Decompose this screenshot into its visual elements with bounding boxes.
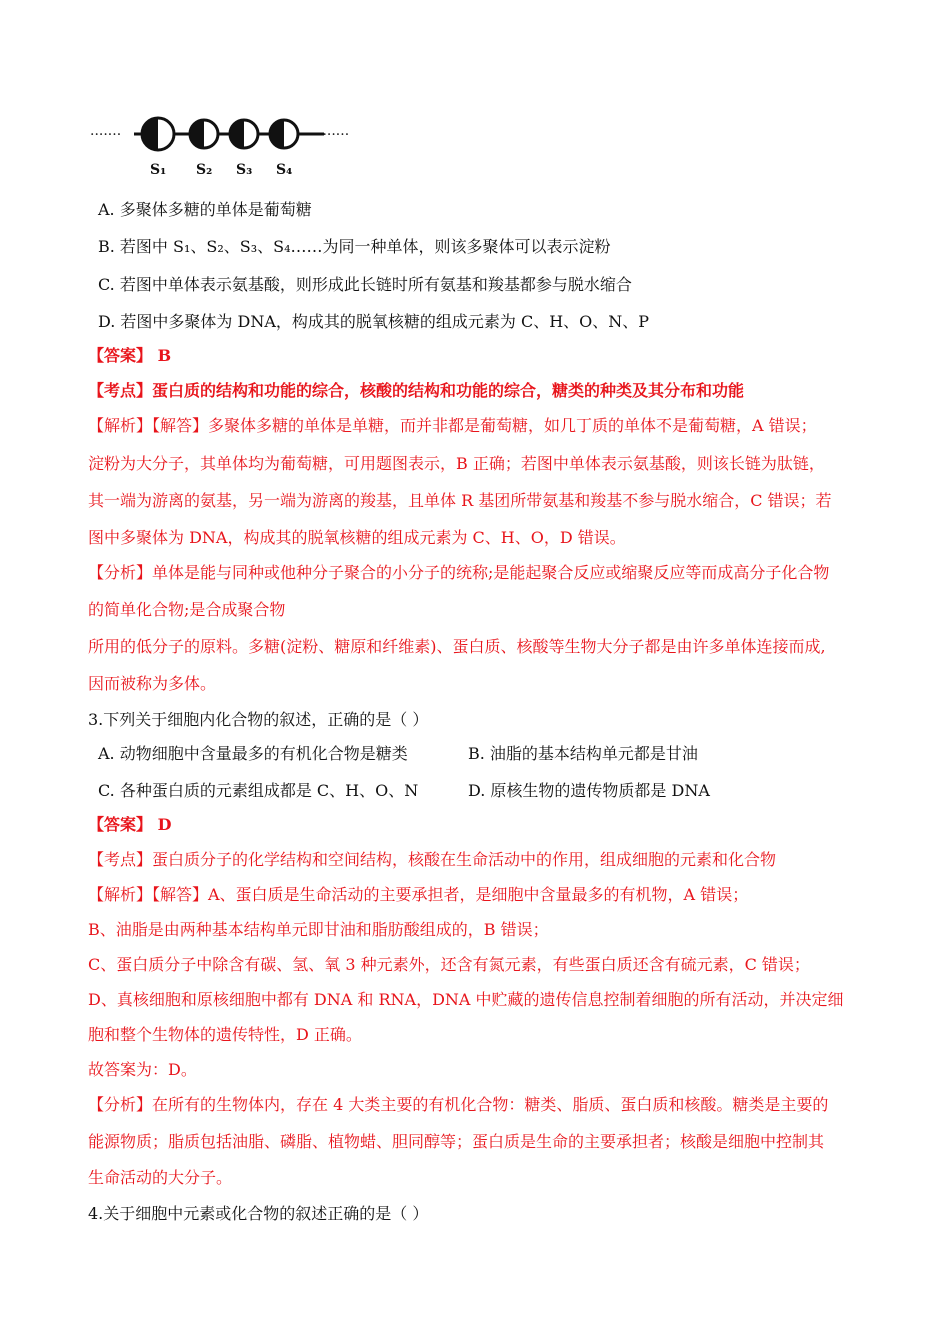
q2-jiexi-line-1: 【解析】【解答】多聚体多糖的单体是单糖，而并非都是葡萄糖，如几丁质的单体不是葡萄糖，A 错误； (88, 416, 817, 435)
q2-fenxi-line-1: 【分析】单体是能与同种或他种分子聚合的小分子的统称;是能起聚合反应或缩聚反应等而成高分子化合物 (88, 563, 830, 582)
q3-option-d: D. 原核生物的遗传物质都是 DNA (468, 781, 710, 800)
q3-fenxi-line-3: 生命活动的大分子。 (88, 1168, 233, 1187)
q2-kaodian: 【考点】蛋白质的结构和功能的综合，核酸的结构和功能的综合，糖类的种类及其分布和功能 (88, 381, 745, 400)
q3-answer: 【答案】 D (88, 815, 172, 834)
q2-option-a: A. 多聚体多糖的单体是葡萄糖 (98, 200, 312, 219)
q2-answer: 【答案】 B (88, 346, 172, 365)
monomer-s2 (190, 120, 218, 148)
q3-jiexi-line-4: D、真核细胞和原核细胞中都有 DNA 和 RNA，DNA 中贮藏的遗传信息控制着细胞的所有活动，并决定细 (88, 990, 844, 1009)
q3-option-c: C. 各种蛋白质的元素组成都是 C、H、O、N (98, 781, 419, 800)
q3-fenxi-line-2: 能源物质；脂质包括油脂、磷脂、植物蜡、胆同醇等；蛋白质是生命的主要承担者；核酸是细胞中控制其 (88, 1132, 825, 1151)
label-s2: S₂ (196, 162, 213, 178)
monomer-s3 (230, 120, 258, 148)
q2-option-b: B. 若图中 S₁、S₂、S₃、S₄……为同一种单体，则该多聚体可以表示淀粉 (98, 237, 611, 256)
q3-jiexi-line-2: B、油脂是由两种基本结构单元即甘油和脂肪酸组成的，B 错误； (88, 920, 549, 939)
right-dots: ······· (318, 127, 350, 143)
q2-fenxi-line-4: 因而被称为多体。 (88, 674, 217, 693)
q3-jiexi-line-5: 胞和整个生物体的遗传特性，D 正确。 (88, 1025, 362, 1044)
q3-jiexi-line-6: 故答案为：D。 (88, 1060, 197, 1079)
q2-jiexi-line-4: 图中多聚体为 DNA，构成其的脱氧核糖的组成元素为 C、H、O，D 错误。 (88, 528, 626, 547)
q2-jiexi-line-3: 其一端为游离的氨基，另一端为游离的羧基，且单体 R 基团所带氨基和羧基不参与脱水缩合，C 错误；若 (88, 491, 832, 510)
q4-stem: 4.关于细胞中元素或化合物的叙述正确的是（ ） (88, 1204, 429, 1223)
monomer-s1 (142, 118, 174, 150)
label-s3: S₃ (236, 162, 253, 178)
q3-fenxi-line-1: 【分析】在所有的生物体内，存在 4 大类主要的有机化合物：糖类、脂质、蛋白质和核酸。糖类是主要的 (88, 1095, 829, 1114)
polymer-chain-diagram (88, 112, 358, 182)
q3-jiexi-line-3: C、蛋白质分子中除含有碳、氢、氧 3 种元素外，还含有氮元素，有些蛋白质还含有硫元素，C 错误； (88, 955, 810, 974)
q2-jiexi-line-2: 淀粉为大分子，其单体均为葡萄糖，可用题图表示，B 正确；若图中单体表示氨基酸，则该长链为肽链， (88, 454, 825, 473)
q3-option-a: A. 动物细胞中含量最多的有机化合物是糖类 (98, 744, 408, 763)
q3-stem: 3.下列关于细胞内化合物的叙述，正确的是（ ） (88, 710, 429, 729)
q3-kaodian: 【考点】蛋白质分子的化学结构和空间结构，核酸在生命活动中的作用，组成细胞的元素和化合物 (88, 850, 777, 869)
q2-fenxi-line-3: 所用的低分子的原料。多糖(淀粉、糖原和纤维素)、蛋白质、核酸等生物大分子都是由许多单体连接而成, (88, 637, 826, 656)
label-s4: S₄ (276, 162, 293, 178)
q2-option-c: C. 若图中单体表示氨基酸，则形成此长链时所有氨基和羧基都参与脱水缩合 (98, 275, 632, 294)
q3-option-b: B. 油脂的基本结构单元都是甘油 (468, 744, 698, 763)
q2-option-d: D. 若图中多聚体为 DNA，构成其的脱氧核糖的组成元素为 C、H、O、N、P (98, 312, 650, 331)
q3-jiexi-line-1: 【解析】【解答】A、蛋白质是生命活动的主要承担者，是细胞中含量最多的有机物，A 错误； (88, 885, 749, 904)
left-dots: ······· (90, 127, 122, 143)
label-s1: S₁ (150, 162, 167, 178)
q2-fenxi-line-2: 的简单化合物;是合成聚合物 (88, 600, 286, 619)
monomer-s4 (270, 120, 298, 148)
